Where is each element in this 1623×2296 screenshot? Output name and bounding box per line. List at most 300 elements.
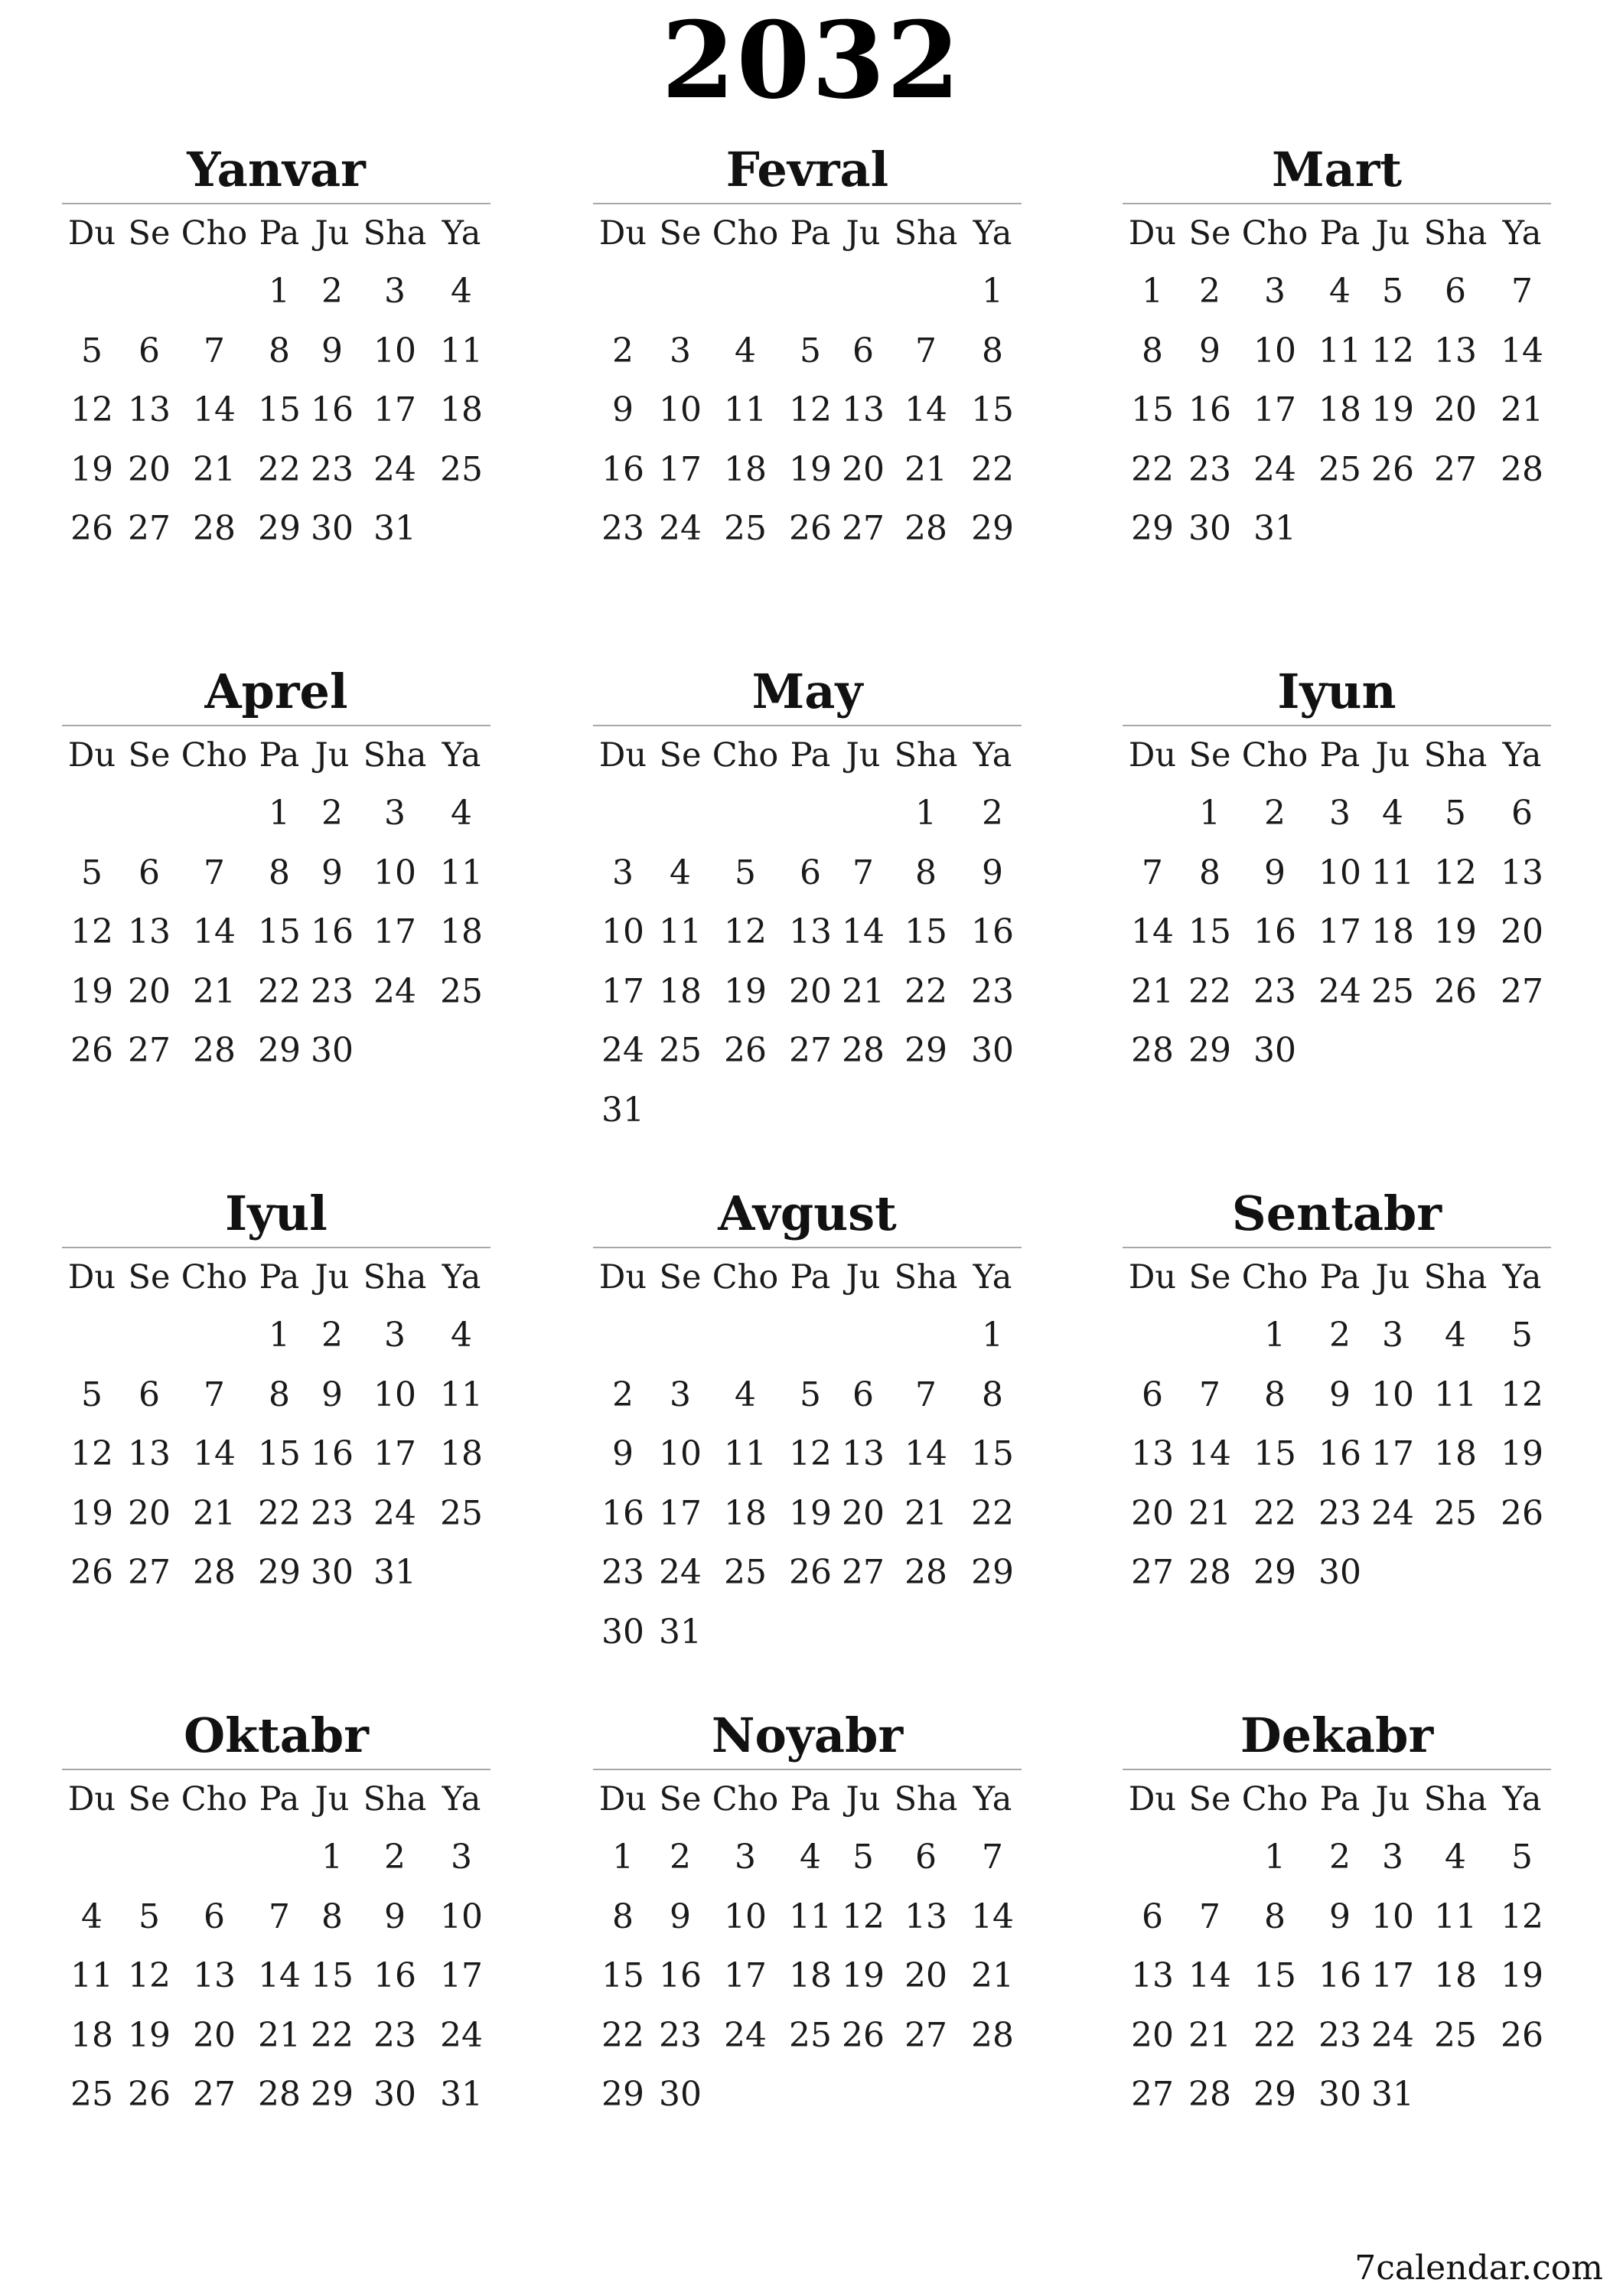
week-row bbox=[593, 1021, 1022, 1081]
empty-day-cell bbox=[1418, 1021, 1493, 1081]
weekday-label: Du bbox=[598, 1258, 647, 1296]
empty-day-cell bbox=[62, 1306, 122, 1365]
day-cell: 14 bbox=[842, 912, 885, 951]
day-cell: 14 bbox=[193, 912, 236, 951]
empty-day-cell bbox=[432, 1543, 490, 1603]
day-cell: 10 bbox=[601, 912, 644, 951]
empty-day-cell bbox=[888, 262, 963, 321]
day-cell: 5 bbox=[1445, 794, 1466, 833]
week-row bbox=[593, 262, 1022, 321]
weekday-label: Se bbox=[128, 214, 171, 253]
day-cell: 16 bbox=[1188, 390, 1231, 429]
day-cell: 29 bbox=[1253, 2075, 1296, 2114]
weekday-label: Pa bbox=[1319, 1780, 1361, 1818]
empty-day-cell bbox=[122, 784, 177, 843]
week-row bbox=[593, 1365, 1022, 1425]
day-cell: 27 bbox=[193, 2075, 236, 2114]
empty-day-cell bbox=[1123, 1306, 1182, 1365]
weekday-label: Pa bbox=[790, 736, 831, 775]
day-cell: 16 bbox=[373, 1956, 416, 1995]
empty-day-cell bbox=[357, 1021, 432, 1081]
month-february bbox=[593, 140, 1022, 630]
day-cell: 27 bbox=[789, 1031, 832, 1070]
day-cell: 4 bbox=[1329, 272, 1351, 311]
weekday-header bbox=[62, 207, 490, 260]
week-row bbox=[1123, 1365, 1551, 1425]
day-cell: 30 bbox=[1188, 509, 1231, 548]
weekday-label: Ju bbox=[1375, 214, 1410, 253]
weekday-label: Sha bbox=[363, 214, 427, 253]
day-cell: 28 bbox=[258, 2075, 301, 2114]
day-cell: 27 bbox=[904, 2015, 947, 2055]
day-cell: 23 bbox=[1318, 1493, 1361, 1533]
weekday-label: Pa bbox=[259, 1258, 300, 1296]
weekday-label: Du bbox=[67, 736, 116, 775]
month-june bbox=[1123, 662, 1551, 1152]
day-cell: 1 bbox=[1264, 1316, 1286, 1355]
weekday-header bbox=[593, 1773, 1022, 1826]
month-divider bbox=[1123, 1247, 1551, 1248]
empty-day-cell bbox=[1182, 1306, 1237, 1365]
day-cell: 10 bbox=[659, 1434, 702, 1473]
week-row bbox=[62, 1365, 490, 1425]
day-cell: 27 bbox=[128, 1031, 171, 1070]
day-cell: 5 bbox=[852, 1838, 874, 1877]
weekday-header bbox=[1123, 1251, 1551, 1304]
weekday-label: Cho bbox=[1241, 736, 1309, 775]
day-cell: 11 bbox=[1434, 1375, 1477, 1414]
week-row bbox=[593, 1946, 1022, 2006]
month-july bbox=[62, 1184, 490, 1674]
month-divider bbox=[1123, 725, 1551, 726]
weekday-label: Cho bbox=[181, 1258, 248, 1296]
day-cell: 29 bbox=[971, 509, 1014, 548]
day-cell: 13 bbox=[128, 1434, 171, 1473]
day-cell: 12 bbox=[842, 1896, 885, 1936]
day-cell: 28 bbox=[1131, 1031, 1174, 1070]
day-cell: 7 bbox=[915, 331, 937, 370]
weekday-header bbox=[1123, 729, 1551, 782]
month-august bbox=[593, 1184, 1022, 1674]
day-cell: 15 bbox=[311, 1956, 354, 1995]
weekday-label: Ju bbox=[314, 736, 350, 775]
day-cell: 15 bbox=[1131, 390, 1174, 429]
day-cell: 11 bbox=[70, 1956, 113, 1995]
day-cell: 29 bbox=[1253, 1553, 1296, 1592]
weekday-label: Sha bbox=[1423, 1780, 1488, 1818]
day-cell: 20 bbox=[789, 971, 832, 1011]
day-cell: 15 bbox=[1253, 1956, 1296, 1995]
day-cell: 27 bbox=[1131, 1553, 1174, 1592]
month-divider bbox=[62, 203, 490, 204]
day-cell: 15 bbox=[971, 1434, 1014, 1473]
month-september bbox=[1123, 1184, 1551, 1674]
week-row bbox=[62, 440, 490, 500]
day-cell: 28 bbox=[904, 509, 947, 548]
weekday-label: Pa bbox=[1319, 1258, 1361, 1296]
weekday-header bbox=[1123, 1773, 1551, 1826]
day-cell: 3 bbox=[384, 794, 406, 833]
empty-day-cell bbox=[1493, 2065, 1551, 2125]
day-cell: 14 bbox=[971, 1896, 1014, 1936]
day-cell: 30 bbox=[311, 1553, 354, 1592]
day-cell: 23 bbox=[971, 971, 1014, 1011]
empty-day-cell bbox=[708, 1081, 783, 1140]
day-cell: 30 bbox=[1318, 1553, 1361, 1592]
day-cell: 6 bbox=[1142, 1375, 1163, 1414]
day-cell: 4 bbox=[670, 853, 691, 892]
day-cell: 12 bbox=[70, 390, 113, 429]
day-cell: 23 bbox=[601, 1553, 644, 1592]
weekday-label: Pa bbox=[259, 736, 300, 775]
day-cell: 6 bbox=[139, 853, 160, 892]
week-row bbox=[1123, 440, 1551, 500]
day-cell: 3 bbox=[612, 853, 634, 892]
day-cell: 18 bbox=[789, 1956, 832, 1995]
weekday-label: Se bbox=[128, 1780, 171, 1818]
weekday-label: Cho bbox=[181, 736, 248, 775]
week-row bbox=[593, 2065, 1022, 2125]
empty-day-cell bbox=[62, 1828, 122, 1887]
day-cell: 19 bbox=[1501, 1434, 1543, 1473]
day-cell: 6 bbox=[1511, 794, 1533, 833]
day-cell: 18 bbox=[440, 1434, 483, 1473]
day-cell: 28 bbox=[193, 1031, 236, 1070]
day-cell: 26 bbox=[1371, 449, 1414, 489]
day-cell: 21 bbox=[193, 971, 236, 1011]
empty-day-cell bbox=[593, 784, 653, 843]
day-cell: 19 bbox=[1501, 1956, 1543, 1995]
day-cell: 9 bbox=[1329, 1896, 1351, 1936]
day-cell: 23 bbox=[659, 2015, 702, 2055]
day-cell: 18 bbox=[70, 2015, 113, 2055]
day-cell: 4 bbox=[1445, 1838, 1466, 1877]
weekday-header bbox=[593, 207, 1022, 260]
week-row bbox=[593, 440, 1022, 500]
day-cell: 12 bbox=[1371, 331, 1414, 370]
day-cell: 14 bbox=[258, 1956, 301, 1995]
day-cell: 10 bbox=[724, 1896, 767, 1936]
weekday-label: Du bbox=[1128, 1780, 1177, 1818]
day-cell: 31 bbox=[601, 1090, 644, 1130]
day-cell: 18 bbox=[1371, 912, 1414, 951]
day-cell: 11 bbox=[724, 1434, 767, 1473]
empty-day-cell bbox=[708, 262, 783, 321]
month-name: May bbox=[751, 664, 863, 719]
week-row bbox=[62, 1424, 490, 1484]
week-row bbox=[593, 843, 1022, 903]
day-cell: 16 bbox=[971, 912, 1014, 951]
day-cell: 31 bbox=[373, 1553, 416, 1592]
week-row bbox=[593, 2006, 1022, 2066]
day-cell: 2 bbox=[321, 794, 343, 833]
day-cell: 2 bbox=[982, 794, 1003, 833]
weekday-label: Sha bbox=[1423, 1258, 1488, 1296]
empty-day-cell bbox=[783, 784, 838, 843]
weekday-label: Ya bbox=[442, 736, 481, 775]
day-cell: 27 bbox=[128, 509, 171, 548]
weekday-label: Du bbox=[1128, 736, 1177, 775]
week-row bbox=[62, 499, 490, 559]
day-cell: 21 bbox=[1501, 390, 1543, 429]
day-cell: 4 bbox=[451, 1316, 472, 1355]
weekday-label: Cho bbox=[1241, 214, 1309, 253]
day-cell: 7 bbox=[982, 1838, 1003, 1877]
day-cell: 26 bbox=[70, 1031, 113, 1070]
day-cell: 25 bbox=[724, 509, 767, 548]
weekday-label: Ju bbox=[846, 1780, 881, 1818]
day-cell: 6 bbox=[139, 331, 160, 370]
day-cell: 8 bbox=[1142, 331, 1163, 370]
day-cell: 20 bbox=[1501, 912, 1543, 951]
day-cell: 14 bbox=[1188, 1956, 1231, 1995]
day-cell: 8 bbox=[321, 1896, 343, 1936]
day-cell: 22 bbox=[258, 449, 301, 489]
weekday-label: Ya bbox=[442, 1258, 481, 1296]
empty-day-cell bbox=[1493, 499, 1551, 559]
day-cell: 19 bbox=[70, 1493, 113, 1533]
day-cell: 19 bbox=[842, 1956, 885, 1995]
weekday-label: Du bbox=[1128, 1258, 1177, 1296]
day-cell: 17 bbox=[1318, 912, 1361, 951]
day-cell: 9 bbox=[1264, 853, 1286, 892]
weekday-label: Ya bbox=[1502, 736, 1542, 775]
day-cell: 7 bbox=[1142, 853, 1163, 892]
day-cell: 5 bbox=[81, 1375, 103, 1414]
empty-day-cell bbox=[177, 1306, 252, 1365]
day-cell: 24 bbox=[1253, 449, 1296, 489]
day-cell: 11 bbox=[1318, 331, 1361, 370]
week-row bbox=[62, 1828, 490, 1887]
day-cell: 31 bbox=[1371, 2075, 1414, 2114]
weekday-label: Se bbox=[659, 1258, 702, 1296]
week-row bbox=[593, 962, 1022, 1022]
day-cell: 5 bbox=[735, 853, 756, 892]
day-cell: 13 bbox=[128, 390, 171, 429]
weekday-label: Se bbox=[1188, 214, 1231, 253]
weekday-label: Ju bbox=[1375, 736, 1410, 775]
day-cell: 15 bbox=[258, 390, 301, 429]
week-row bbox=[1123, 902, 1551, 962]
day-cell: 2 bbox=[321, 1316, 343, 1355]
day-cell: 15 bbox=[258, 912, 301, 951]
weekday-header bbox=[593, 1251, 1022, 1304]
day-cell: 21 bbox=[193, 449, 236, 489]
empty-day-cell bbox=[963, 1081, 1022, 1140]
day-cell: 3 bbox=[1382, 1838, 1403, 1877]
day-cell: 5 bbox=[800, 331, 821, 370]
day-cell: 12 bbox=[789, 1434, 832, 1473]
empty-day-cell bbox=[593, 1306, 653, 1365]
day-cell: 25 bbox=[659, 1031, 702, 1070]
week-row bbox=[62, 962, 490, 1022]
day-cell: 15 bbox=[601, 1956, 644, 1995]
day-cell: 10 bbox=[373, 331, 416, 370]
day-cell: 29 bbox=[258, 509, 301, 548]
day-cell: 11 bbox=[789, 1896, 832, 1936]
day-cell: 7 bbox=[204, 331, 225, 370]
day-cell: 26 bbox=[128, 2075, 171, 2114]
month-name: Dekabr bbox=[1240, 1707, 1434, 1763]
day-cell: 19 bbox=[128, 2015, 171, 2055]
day-cell: 8 bbox=[1264, 1896, 1286, 1936]
month-march bbox=[1123, 140, 1551, 630]
empty-day-cell bbox=[963, 1603, 1022, 1662]
month-october bbox=[62, 1706, 490, 2196]
day-cell: 15 bbox=[971, 390, 1014, 429]
week-row bbox=[593, 1603, 1022, 1662]
day-cell: 17 bbox=[601, 971, 644, 1011]
day-cell: 21 bbox=[258, 2015, 301, 2055]
day-cell: 8 bbox=[982, 1375, 1003, 1414]
day-cell: 8 bbox=[269, 331, 290, 370]
day-cell: 19 bbox=[1371, 390, 1414, 429]
empty-day-cell bbox=[653, 784, 708, 843]
day-cell: 3 bbox=[670, 331, 691, 370]
week-row bbox=[62, 321, 490, 381]
day-cell: 8 bbox=[915, 853, 937, 892]
empty-day-cell bbox=[1367, 1543, 1418, 1603]
weekday-label: Se bbox=[659, 1780, 702, 1818]
day-cell: 23 bbox=[1318, 2015, 1361, 2055]
day-cell: 12 bbox=[128, 1956, 171, 1995]
weekday-label: Pa bbox=[259, 214, 300, 253]
week-row bbox=[1123, 499, 1551, 559]
day-cell: 1 bbox=[321, 1838, 343, 1877]
day-cell: 30 bbox=[311, 509, 354, 548]
day-cell: 1 bbox=[269, 1316, 290, 1355]
day-cell: 7 bbox=[1511, 272, 1533, 311]
day-cell: 14 bbox=[193, 1434, 236, 1473]
day-cell: 4 bbox=[735, 1375, 756, 1414]
month-name: Noyabr bbox=[711, 1707, 904, 1763]
empty-day-cell bbox=[708, 784, 783, 843]
day-cell: 16 bbox=[311, 390, 354, 429]
empty-day-cell bbox=[708, 1603, 783, 1662]
day-cell: 4 bbox=[451, 272, 472, 311]
day-cell: 22 bbox=[1253, 1493, 1296, 1533]
week-row bbox=[593, 380, 1022, 440]
empty-day-cell bbox=[838, 1603, 888, 1662]
week-row bbox=[593, 784, 1022, 843]
weekday-label: Pa bbox=[790, 1258, 831, 1296]
day-cell: 30 bbox=[659, 2075, 702, 2114]
day-cell: 29 bbox=[258, 1031, 301, 1070]
day-cell: 21 bbox=[1188, 2015, 1231, 2055]
day-cell: 10 bbox=[373, 1375, 416, 1414]
empty-day-cell bbox=[122, 1828, 177, 1887]
day-cell: 2 bbox=[384, 1838, 406, 1877]
day-cell: 14 bbox=[1188, 1434, 1231, 1473]
day-cell: 24 bbox=[373, 1493, 416, 1533]
day-cell: 2 bbox=[670, 1838, 691, 1877]
weekday-label: Sha bbox=[363, 736, 427, 775]
day-cell: 31 bbox=[659, 1612, 702, 1652]
week-row bbox=[593, 499, 1022, 559]
day-cell: 31 bbox=[373, 509, 416, 548]
month-divider bbox=[593, 1247, 1022, 1248]
day-cell: 16 bbox=[1253, 912, 1296, 951]
month-name: Iyul bbox=[225, 1186, 328, 1241]
day-cell: 18 bbox=[1434, 1434, 1477, 1473]
day-cell: 9 bbox=[321, 1375, 343, 1414]
day-cell: 30 bbox=[601, 1612, 644, 1652]
year-title: 2032 bbox=[661, 0, 962, 122]
day-cell: 27 bbox=[1434, 449, 1477, 489]
day-cell: 11 bbox=[440, 853, 483, 892]
empty-day-cell bbox=[783, 1603, 838, 1662]
day-cell: 14 bbox=[1501, 331, 1543, 370]
day-cell: 4 bbox=[735, 331, 756, 370]
day-cell: 26 bbox=[1501, 1493, 1543, 1533]
day-cell: 2 bbox=[321, 272, 343, 311]
day-cell: 9 bbox=[321, 853, 343, 892]
weekday-label: Du bbox=[1128, 214, 1177, 253]
day-cell: 13 bbox=[193, 1956, 236, 1995]
day-cell: 16 bbox=[311, 1434, 354, 1473]
day-cell: 23 bbox=[1188, 449, 1231, 489]
day-cell: 18 bbox=[440, 390, 483, 429]
day-cell: 19 bbox=[70, 449, 113, 489]
day-cell: 2 bbox=[1329, 1838, 1351, 1877]
day-cell: 10 bbox=[440, 1896, 483, 1936]
day-cell: 20 bbox=[1131, 1493, 1174, 1533]
week-row bbox=[1123, 1543, 1551, 1603]
week-row bbox=[593, 1306, 1022, 1365]
day-cell: 20 bbox=[128, 971, 171, 1011]
day-cell: 22 bbox=[258, 1493, 301, 1533]
day-cell: 28 bbox=[193, 1553, 236, 1592]
day-cell: 24 bbox=[659, 509, 702, 548]
day-cell: 3 bbox=[1382, 1316, 1403, 1355]
day-cell: 7 bbox=[852, 853, 874, 892]
week-row bbox=[1123, 380, 1551, 440]
weekday-label: Ju bbox=[314, 1258, 350, 1296]
day-cell: 29 bbox=[258, 1553, 301, 1592]
day-cell: 9 bbox=[1329, 1375, 1351, 1414]
day-cell: 22 bbox=[311, 2015, 354, 2055]
weekday-label: Ju bbox=[314, 1780, 350, 1818]
week-row bbox=[1123, 1424, 1551, 1484]
day-cell: 22 bbox=[971, 1493, 1014, 1533]
weekday-label: Ju bbox=[314, 214, 350, 253]
week-row bbox=[1123, 321, 1551, 381]
week-row bbox=[1123, 2006, 1551, 2066]
day-cell: 25 bbox=[1434, 2015, 1477, 2055]
weekday-header bbox=[62, 1773, 490, 1826]
footer-site-link[interactable]: 7calendar.com bbox=[1354, 2249, 1603, 2288]
day-cell: 5 bbox=[1511, 1316, 1533, 1355]
month-name: Aprel bbox=[204, 664, 348, 719]
day-cell: 28 bbox=[1188, 2075, 1231, 2114]
day-cell: 4 bbox=[451, 794, 472, 833]
empty-day-cell bbox=[708, 2065, 783, 2125]
empty-day-cell bbox=[783, 2065, 838, 2125]
day-cell: 6 bbox=[800, 853, 821, 892]
day-cell: 22 bbox=[1188, 971, 1231, 1011]
day-cell: 9 bbox=[612, 1434, 634, 1473]
day-cell: 28 bbox=[1501, 449, 1543, 489]
empty-day-cell bbox=[653, 1081, 708, 1140]
day-cell: 24 bbox=[373, 971, 416, 1011]
week-row bbox=[62, 1306, 490, 1365]
day-cell: 13 bbox=[1501, 853, 1543, 892]
week-row bbox=[1123, 1021, 1551, 1081]
day-cell: 6 bbox=[1142, 1896, 1163, 1936]
empty-day-cell bbox=[177, 1828, 252, 1887]
weekday-label: Se bbox=[659, 736, 702, 775]
day-cell: 14 bbox=[1131, 912, 1174, 951]
